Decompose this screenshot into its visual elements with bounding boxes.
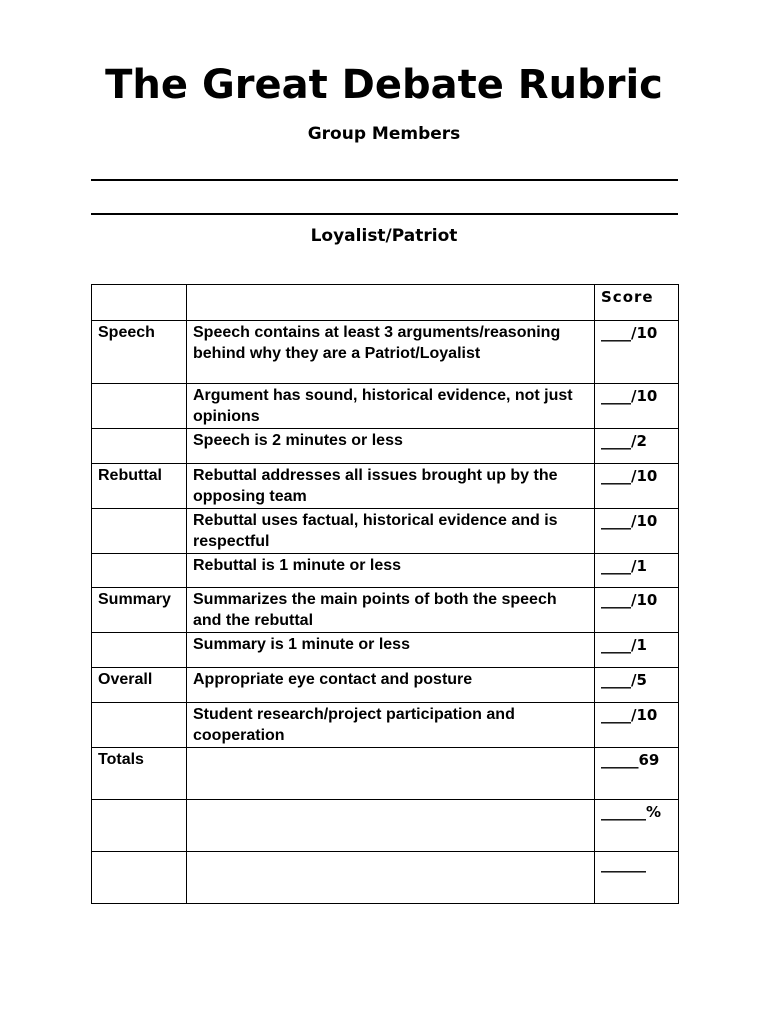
row-description: Rebuttal is 1 minute or less xyxy=(187,554,595,588)
row-score: ____/10 xyxy=(595,509,679,554)
table-row xyxy=(92,384,679,429)
percent-score: ______% xyxy=(595,800,679,852)
table-row xyxy=(92,668,679,703)
row-category xyxy=(92,554,187,588)
row-description: Argument has sound, historical evidence, not just opinions xyxy=(187,384,595,429)
total-points: _____69 xyxy=(595,748,679,800)
row-score: ____/1 xyxy=(595,554,679,588)
group-members-label: Group Members xyxy=(307,124,461,144)
row-score: ____/2 xyxy=(595,429,679,464)
row-category xyxy=(92,429,187,464)
group-member-line-1 xyxy=(91,179,678,181)
totals-description xyxy=(187,748,595,800)
table-row xyxy=(92,429,679,464)
row-category xyxy=(92,509,187,554)
row-description: Student research/project participation and cooperation xyxy=(187,703,595,748)
percent-label xyxy=(92,800,187,852)
page-title: The Great Debate Rubric xyxy=(105,62,663,108)
row-score: ____/10 xyxy=(595,384,679,429)
percent-description xyxy=(187,800,595,852)
header-category-cell xyxy=(92,285,187,321)
table-row xyxy=(92,554,679,588)
header-score-cell: Score xyxy=(595,285,679,321)
row-score: ____/1 xyxy=(595,633,679,668)
table-row xyxy=(92,321,679,384)
row-score: ____/5 xyxy=(595,668,679,703)
table-row xyxy=(92,509,679,554)
row-category: Speech xyxy=(92,321,187,384)
grade-description xyxy=(187,852,595,904)
grade-row xyxy=(92,852,679,904)
table-row xyxy=(92,633,679,668)
table-row xyxy=(92,588,679,633)
header-description-cell xyxy=(187,285,595,321)
row-category xyxy=(92,703,187,748)
row-description: Rebuttal addresses all issues brought up by the opposing team xyxy=(187,464,595,509)
grade-score: ______ xyxy=(595,852,679,904)
row-description: Summarizes the main points of both the speech and the rebuttal xyxy=(187,588,595,633)
row-category: Summary xyxy=(92,588,187,633)
row-score: ____/10 xyxy=(595,703,679,748)
group-member-line-2 xyxy=(91,213,678,215)
grade-label xyxy=(92,852,187,904)
totals-row xyxy=(92,748,679,800)
totals-label: Totals xyxy=(92,748,187,800)
percent-row xyxy=(92,800,679,852)
table-row xyxy=(92,703,679,748)
row-category: Overall xyxy=(92,668,187,703)
row-score: ____/10 xyxy=(595,464,679,509)
table-row xyxy=(92,464,679,509)
row-description: Rebuttal uses factual, historical evidence and is respectful xyxy=(187,509,595,554)
row-description: Appropriate eye contact and posture xyxy=(187,668,595,703)
row-category xyxy=(92,384,187,429)
row-category xyxy=(92,633,187,668)
row-description: Summary is 1 minute or less xyxy=(187,633,595,668)
rubric-table xyxy=(91,284,679,904)
row-score: ____/10 xyxy=(595,321,679,384)
table-header-row xyxy=(92,285,679,321)
side-label: Loyalist/Patriot xyxy=(310,226,458,246)
row-category: Rebuttal xyxy=(92,464,187,509)
row-score: ____/10 xyxy=(595,588,679,633)
row-description: Speech is 2 minutes or less xyxy=(187,429,595,464)
row-description: Speech contains at least 3 arguments/reasoning behind why they are a Patriot/Loyalist xyxy=(187,321,595,384)
